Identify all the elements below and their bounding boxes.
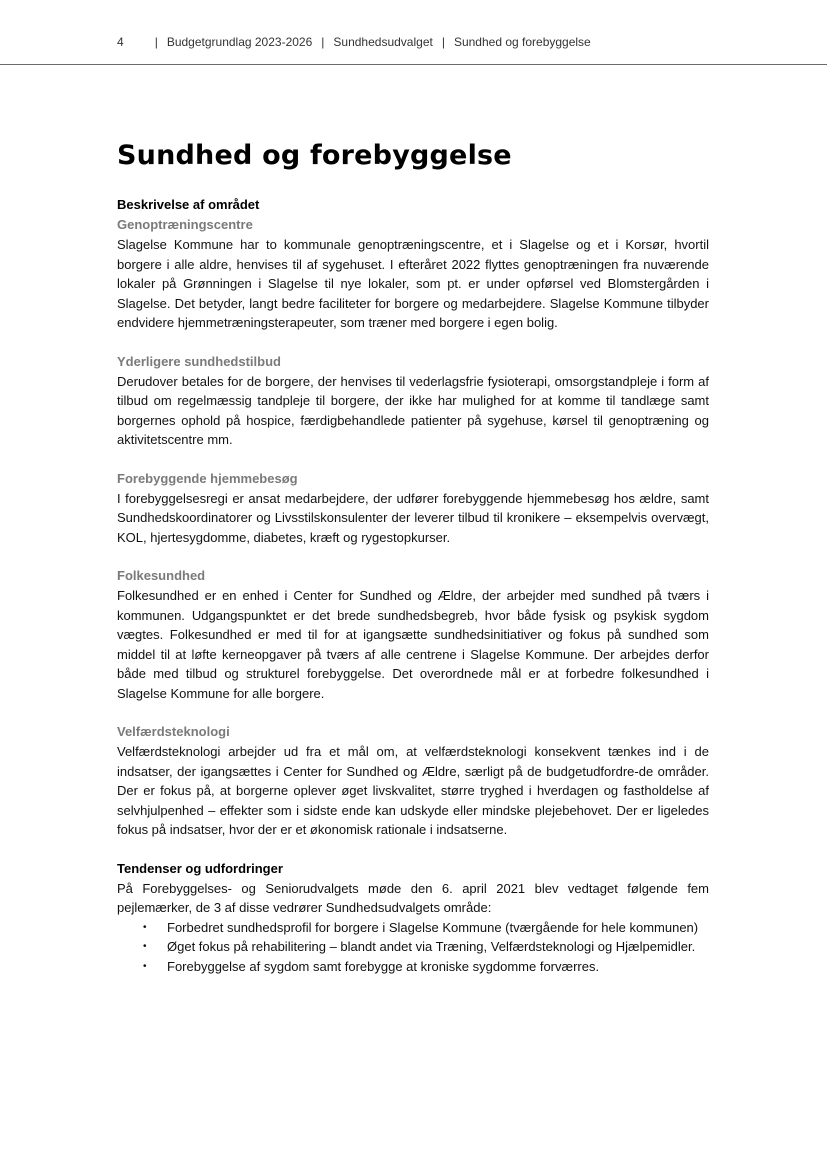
header-separator: |: [441, 35, 445, 49]
list-item-text: Forebyggelse af sygdom samt forebygge at kroniske sygdomme forværres.: [167, 958, 600, 974]
pejlemaerker-list: [117, 918, 709, 977]
section-hjemmebesoeg: [117, 469, 709, 548]
section-heading: Velfærdsteknologi: [117, 724, 230, 739]
page-header: [0, 0, 827, 65]
bullet-icon: •: [143, 921, 147, 933]
tendencies-heading: Tendenser og udfordringer: [117, 860, 283, 876]
section-velfaerdsteknologi: [117, 722, 709, 840]
page-number: 4: [117, 35, 124, 49]
header-separator: |: [154, 35, 158, 49]
list-item-text: Forbedret sundhedsprofil for borgere i Slagelse Kommune (tværgående for hele kommunen): [167, 919, 699, 935]
header-doc-title: Budgetgrundlag 2023-2026: [166, 35, 313, 49]
list-item-text: Øget fokus på rehabilitering – blandt andet via Træning, Velfærdsteknologi og Hjælpemidler.: [167, 939, 696, 954]
header-section: Sundhed og forebyggelse: [453, 35, 591, 49]
page-content: [117, 140, 709, 976]
header-text: [117, 35, 591, 49]
list-item: [143, 918, 709, 938]
section-text: Velfærdsteknologi arbejder ud fra et mål om, at velfærdsteknologi konsekvent tænkes ind i de indsatser, der igangsættes i Center for Sundhed og Ældre, særligt på de budgetudfordre-de områder. Der er fokus på, at borgerne oplever øget livskvalitet, større tryghed i hverdagen og fastholdelse af selvhjulpenhed – effekter som i sidste ende kan udskyde eller mindske plejebehovet. Der er ligeledes fokus på indsatser, hvor der er et økonomisk rationale i indsatserne.: [117, 744, 709, 837]
list-item: [143, 937, 709, 957]
header-committee: Sundhedsudvalget: [333, 35, 433, 49]
header-separator: |: [321, 35, 325, 49]
section-text: Folkesundhed er en enhed i Center for Sundhed og Ældre, der arbejder med sundhed på tværs i kommunen. Udgangspunktet er det brede sundhedsbegreb, hvor både fysisk og psykisk sygdom vægtes. Folkesundhed er med til for at igangsætte sundhedsinitiativer og fokus på sundhed som middel til at løfte kerneopgaver på tværs af alle centrene i Slagelse Kommune. Der arbejdes derfor både med tilbud og strukturel forebyggelse. Det overordnede mål er at forbedre folkesundhed i Slagelse Kommune for alle borgere.: [117, 588, 709, 701]
section-folkesundhed: [117, 566, 709, 703]
section-sundhedstilbud: [117, 352, 709, 450]
description-heading: Beskrivelse af området: [117, 197, 260, 212]
section-text: Derudover betales for de borgere, der henvises til vederlagsfrie fysioterapi, omsorgstandpleje i form af tilbud om regelmæssig tandpleje til borgere, der ikke har mulighed for at komme til tandlæge samt borgernes ophold på hospice, færdigbehandlede patienter på sygehuse, kørsel til genoptræning og aktivitetscentre mm.: [117, 373, 709, 447]
section-genoptraening: [117, 215, 709, 333]
section-heading: Forebyggende hjemmebesøg: [117, 470, 298, 486]
page-title: Sundhed og forebyggelse: [117, 140, 512, 171]
list-item: [143, 957, 709, 977]
section-heading: Yderligere sundhedstilbud: [117, 353, 281, 369]
section-heading: Genoptræningscentre: [117, 217, 253, 232]
bullet-icon: •: [143, 960, 147, 972]
tendencies-intro: På Forebyggelses- og Seniorudvalgets møde den 6. april 2021 blev vedtaget følgende fem pejlemærker, de 3 af disse vedrører Sundhedsudvalgets område:: [117, 880, 709, 915]
section-text: Slagelse Kommune har to kommunale genoptræningscentre, et i Slagelse og et i Korsør, hvortil borgere i alle aldre, henvises til af sygehuset. I efteråret 2022 flyttes genoptræningen fra nuværende lokaler på Grønningen i Slagelse til nye lokaler, som pt. er under opførsel ved Blomstergården i Slagelse. Det betyder, langt bedre faciliteter for borgere og medarbejdere. Slagelse Kommune tilbyder endvidere hjemmetræningsterapeuter, som træner med borgere i egen bolig.: [117, 237, 709, 330]
section-tendenser: [117, 859, 709, 977]
section-heading: Folkesundhed: [117, 568, 206, 583]
bullet-icon: •: [143, 941, 147, 952]
section-text: I forebyggelsesregi er ansat medarbejdere, der udfører forebyggende hjemmebesøg hos ældre, samt Sundhedskoordinatorer og Livsstilskonsulenter der leverer tilbud til kronikere – eksempelvis overvægt, KOL, hjertesygdomme, diabetes, kræft og rygestopkurser.: [117, 490, 709, 545]
